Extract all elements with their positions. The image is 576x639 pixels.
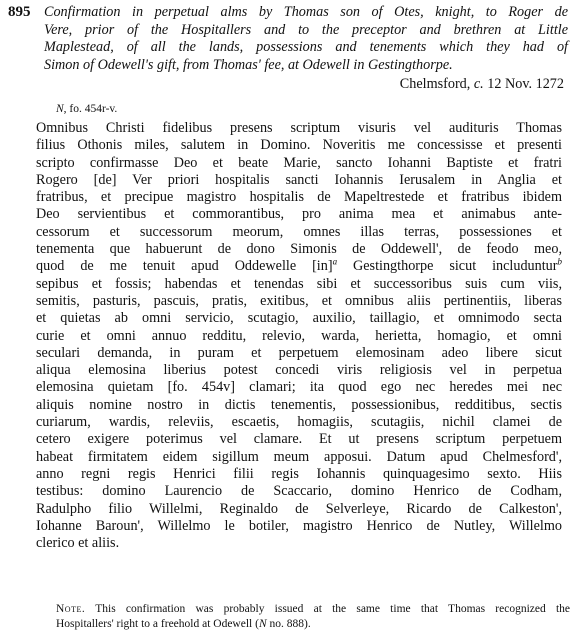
charter-line: Rogero [de] Ver priori hospitalis sancti Iohannis Ierusalem in Anglia et bbox=[36, 171, 562, 188]
charter-line: clerico et aliis. bbox=[36, 535, 120, 552]
charter-line: Deo servientibus et commorantibus, pro anima mea et animabus ante- bbox=[36, 206, 562, 223]
charter-line: curiarum, wardis, releviis, escaetis, homagiis, scutagiis, nichil clamei de bbox=[36, 414, 562, 431]
charter-line: Radulpho filio Willelmi, Reginaldo de Selverleye, Ricardo de Calkeston', bbox=[36, 500, 562, 517]
charter-line: filius Othonis miles, salutem in Domino. Noveritis me concessisse et presenti bbox=[36, 137, 562, 154]
source-folio: , fo. 454r-v. bbox=[63, 103, 118, 115]
charter-line: scripto confirmasse Deo et beate Marie, sancto Iohanni Baptiste et fratri bbox=[36, 154, 562, 171]
charter-line: Omnibus Christi fidelibus presens scriptum visuris vel audituris Thomas bbox=[36, 120, 562, 136]
summary-line: Simon of Odewell's gift, from Thomas' fee, at Odewell in Gestingthorpe. bbox=[44, 56, 453, 73]
charter-line: aliquis nomine nostro in dictis tenementis, possessionibus, redditibus, sectis bbox=[36, 396, 562, 413]
charter-line: testibus: domino Laurencio de Scaccario, domino Henrico de Codham, bbox=[36, 483, 562, 500]
charter-text bbox=[36, 120, 562, 552]
charter-line: Iohanne Baroun', Willelmo le botiler, magistro Henrico de Nutley, Willelmo bbox=[36, 517, 562, 534]
charter-line: aliqua elemosina liberius potest concedi viris religiosis vel in perpetua bbox=[36, 362, 562, 379]
place-date: Chelmsford, c. 12 Nov. 1272 bbox=[399, 76, 564, 92]
summary-line: Maplestead, of all the lands, possessions and tenements which they had of bbox=[44, 39, 568, 55]
charter-line: sepibus et fossis; habendas et tenendas sibi et successoribus suis cum viis, bbox=[36, 275, 562, 292]
footnote-marker: a bbox=[332, 256, 338, 267]
source-reference bbox=[56, 103, 117, 115]
charter-line: elemosina quietam [fo. 454v] clamari; ita quod ego nec heredes mei nec bbox=[36, 379, 562, 396]
note-line bbox=[56, 602, 570, 617]
summary-line: Vere, prior of the Hospitallers and to the preceptor and brethren at Little bbox=[44, 21, 568, 38]
charter-line: cessorum et successorum meorum, omnes illas terras, possessiones et bbox=[36, 223, 562, 240]
charter-line: et quietas ab omni servicio, scutagio, auxilio, taillagio, et omnimodo secta bbox=[36, 310, 562, 327]
charter-line: seculari demanda, in puram et perpetuem elemosinam adeo libere sicut bbox=[36, 344, 562, 361]
charter-line: anno regni regis Henrici filii regis Iohannis quinquagesimo sexto. Hiis bbox=[36, 465, 562, 482]
note-label: Note. bbox=[56, 603, 86, 615]
charter-line: habeat firmitatem eidem sigillum meum apposui. Datum apud Chelmesford', bbox=[36, 448, 562, 465]
entry-summary bbox=[44, 4, 568, 74]
charter-line: quod de me tenuit apud Oddewelle [in]$^a$ Gestingthorpe sicut includuntur$^b$ bbox=[36, 256, 562, 275]
entry-number: 895 bbox=[8, 4, 31, 20]
circa-abbrev: c. bbox=[473, 76, 484, 92]
source-manuscript: N bbox=[56, 103, 64, 115]
summary-line: Confirmation in perpetual alms by Thomas son of Otes, knight, to Roger de bbox=[44, 4, 568, 20]
charter-line: tenementa que habuerunt de dono Simonis de Oddewell', de feodo meo, bbox=[36, 241, 562, 258]
note-text: This confirmation was probably issued at the same time that Thomas recognized the bbox=[95, 603, 570, 615]
footnote-marker: b bbox=[557, 256, 562, 267]
charter-line: semitis, pasturis, pascuis, pratis, exitibus, et omnibus aliis pertinentiis, liberas bbox=[36, 292, 562, 309]
charter-line: curie et omni annuo redditu, relevio, warda, herietta, homagio, et omni bbox=[36, 327, 562, 344]
note-line: Hospitallers' right to a freehold at Odewell (N no. 888). bbox=[56, 618, 311, 630]
charter-line: cetero exigere poterimus vel clamare. Et ut presens scriptum perpetuem bbox=[36, 431, 562, 448]
charter-line: fratribus, et precipue magistro hospitalis de Mapeltrestede et fratribus ibidem bbox=[36, 189, 562, 206]
editorial-note bbox=[56, 602, 570, 632]
manuscript-siglum: N bbox=[258, 618, 267, 630]
